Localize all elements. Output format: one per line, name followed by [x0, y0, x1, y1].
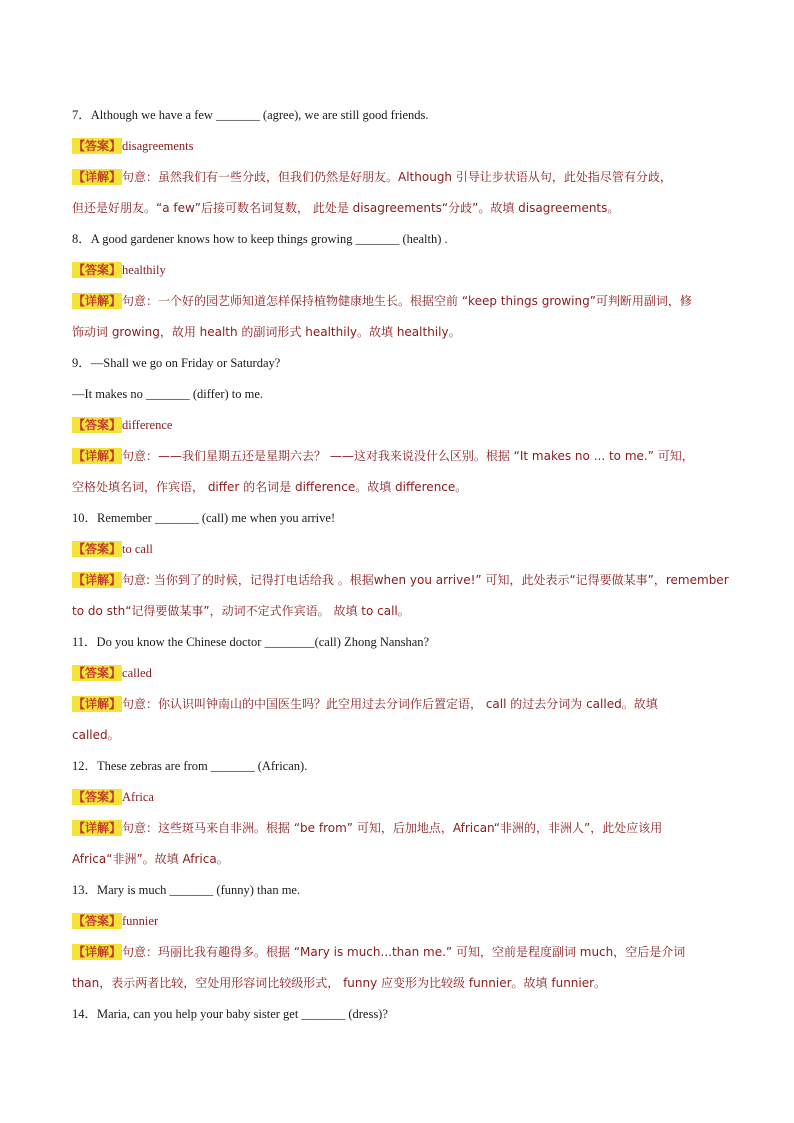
detail-9 — [72, 441, 732, 472]
answer-text: funnier — [122, 914, 159, 928]
detail-10-cont: to do sth“记得要做某事”，动词不定式作宾语。 故填 to call。 — [72, 604, 410, 618]
detail-text: 句意：虽然我们有一些分歧，但我们仍然是好朋友。Although 引导让步状语从句，此处指尽管有分歧， — [122, 170, 672, 184]
detail-tag: 【详解】 — [73, 449, 122, 463]
detail-tag: 【详解】 — [73, 945, 122, 959]
detail-tag: 【详解】 — [73, 294, 122, 308]
question-12: 12．These zebras are from _______ (African). — [72, 759, 308, 773]
detail-13-cont: than，表示两者比较，空处用形容词比较级形式， funny 应变形为比较级 funnier。故填 funnier。 — [72, 976, 607, 990]
answer-tag: 【答案】 — [73, 790, 122, 804]
detail-text: 句意：玛丽比我有趣得多。根据 “Mary is much...than me.” 可知，空前是程度副词 much，空后是介词 — [122, 945, 686, 959]
answer-13 — [72, 906, 732, 937]
answer-9 — [72, 410, 732, 441]
answer-12 — [72, 782, 732, 813]
answer-tag: 【答案】 — [73, 418, 122, 432]
question-9: 9．—Shall we go on Friday or Saturday? — [72, 356, 281, 370]
question-14: 14．Maria, can you help your baby sister get _______ (dress)? — [72, 1007, 388, 1021]
detail-tag: 【详解】 — [73, 821, 122, 835]
detail-11 — [72, 689, 732, 720]
detail-10 — [72, 565, 732, 596]
detail-7 — [72, 162, 732, 193]
answer-tag: 【答案】 — [73, 914, 122, 928]
answer-7 — [72, 131, 732, 162]
answer-8 — [72, 255, 732, 286]
question-11: 11．Do you know the Chinese doctor ________(call) Zhong Nanshan? — [72, 635, 430, 649]
detail-12-cont: Africa“非洲”。故填 Africa。 — [72, 852, 229, 866]
answer-tag: 【答案】 — [73, 542, 122, 556]
answer-10 — [72, 534, 732, 565]
question-7: 7．Although we have a few _______ (agree), we are still good friends. — [72, 108, 429, 122]
detail-text: 句意：——我们星期五还是星期六去？ ——这对我来说没什么区别。根据 “It makes no ... to me.” 可知， — [122, 449, 694, 463]
question-10: 10．Remember _______ (call) me when you arrive! — [72, 511, 336, 525]
detail-tag: 【详解】 — [73, 573, 122, 587]
detail-text: 句意：你认识叫钟南山的中国医生吗？此空用过去分词作后置定语， call 的过去分词为 called。故填 — [122, 697, 658, 711]
detail-8 — [72, 286, 732, 317]
answer-text: Africa — [122, 790, 154, 804]
detail-12 — [72, 813, 732, 844]
exercise-page — [72, 100, 732, 1030]
detail-13 — [72, 937, 732, 968]
detail-11-cont: called。 — [72, 728, 120, 742]
detail-tag: 【详解】 — [73, 170, 122, 184]
answer-tag: 【答案】 — [73, 666, 122, 680]
question-9-reply: —It makes no _______ (differ) to me. — [72, 387, 264, 401]
detail-tag: 【详解】 — [73, 697, 122, 711]
detail-text: 句意: 当你到了的时候，记得打电话给我 。根据when you arrive!” 可知，此处表示“记得要做某事”，remember — [122, 573, 729, 587]
answer-text: healthily — [122, 263, 166, 277]
answer-11 — [72, 658, 732, 689]
detail-text: 句意：这些斑马来自非洲。根据 “be from” 可知，后加地点，African“非洲的，非洲人”，此处应该用 — [122, 821, 663, 835]
question-8: 8．A good gardener knows how to keep things growing _______ (health) . — [72, 232, 448, 246]
detail-9-cont: 空格处填名词，作宾语， differ 的名词是 difference。故填 difference。 — [72, 480, 468, 494]
answer-text: called — [122, 666, 152, 680]
answer-text: disagreements — [122, 139, 194, 153]
detail-7-cont: 但还是好朋友。“a few”后接可数名词复数， 此处是 disagreements“分歧”。故填 disagreements。 — [72, 201, 620, 215]
detail-text: 句意：一个好的园艺师知道怎样保持植物健康地生长。根据空前 “keep things growing”可判断用副词，修 — [122, 294, 692, 308]
answer-tag: 【答案】 — [73, 263, 122, 277]
answer-tag: 【答案】 — [73, 139, 122, 153]
answer-text: difference — [122, 418, 173, 432]
question-13: 13．Mary is much _______ (funny) than me. — [72, 883, 301, 897]
answer-text: to call — [122, 542, 153, 556]
detail-8-cont: 饰动词 growing，故用 health 的副词形式 healthily。故填 healthily。 — [72, 325, 461, 339]
